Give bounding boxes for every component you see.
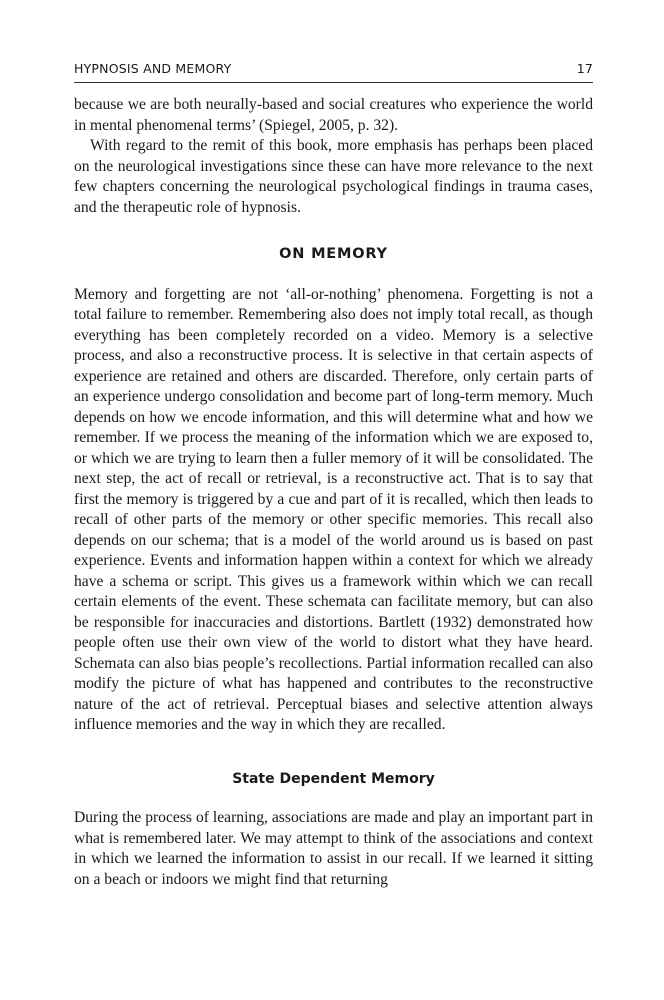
intro-paragraph-continued: because we are both neurally-based and social creatures who experience the world in mental phenomenal terms’ (Spiegel, 2005, p. 32). xyxy=(74,96,593,134)
section-heading-on-memory: ON MEMORY xyxy=(279,246,388,262)
page-number: 17 xyxy=(576,61,593,76)
subsection-heading-state-dependent-memory: State Dependent Memory xyxy=(232,770,435,787)
intro-paragraph: With regard to the remit of this book, more emphasis has perhaps been placed on the neurological investigations since these can have more relevance to the next few chapters concerning the neurological psychological findings in trauma cases, and the therapeutic role of hypnosis. xyxy=(74,137,593,216)
state-dependent-paragraph: During the process of learning, associations are made and play an important part in what is remembered later. We may attempt to think of the associations and context in which we learned the information to assist in our recall. If we learned it sitting on a beach or indoors we might find that returning xyxy=(74,809,593,888)
running-head-title: HYPNOSIS AND MEMORY xyxy=(74,61,232,76)
on-memory-paragraph: Memory and forgetting are not ‘all-or-nothing’ phenomena. Forgetting is not a total failure to remember. Remembering also does not imply total recall, as though everything has been completely recorded on a video. Memory is a selective process, and also a reconstructive process. It is selective in that certain aspects of experience are retained and others are discarded. Therefore, only certain parts of an experience undergo consolidation and become part of long-term memory. Much depends on how we encode information, and this will determine what and how we remember. If we process the meaning of the information which we are exposed to, or which we are trying to learn then a fuller memory of it will be consolidated. The next step, the act of recall or retrieval, is a reconstructive act. That is to say that first the memory is triggered by a cue and part of it is recalled, which then leads to recall of other parts of the memory or other specific memories. This recall also depends on our schema; that is a model of the world around us is based on past experience. Events and information happen within a context for which we already have a schema or script. This gives us a framework within which we can recall certain elements of the event. These schemata can facilitate memory, but can also be responsible for inaccuracies and distortions. Bartlett (1932) demonstrated how people often use their own view of the world to distort what they have heard. Schemata can also bias people’s recollections. Partial information recalled can also modify the picture of what has happened and contributes to the reconstructive nature of the act of retrieval. Perceptual biases and selective attention always influence memories and the way in which they are recalled. xyxy=(74,285,593,733)
page-body xyxy=(74,95,593,890)
running-head xyxy=(74,61,593,81)
header-rule xyxy=(74,82,593,83)
